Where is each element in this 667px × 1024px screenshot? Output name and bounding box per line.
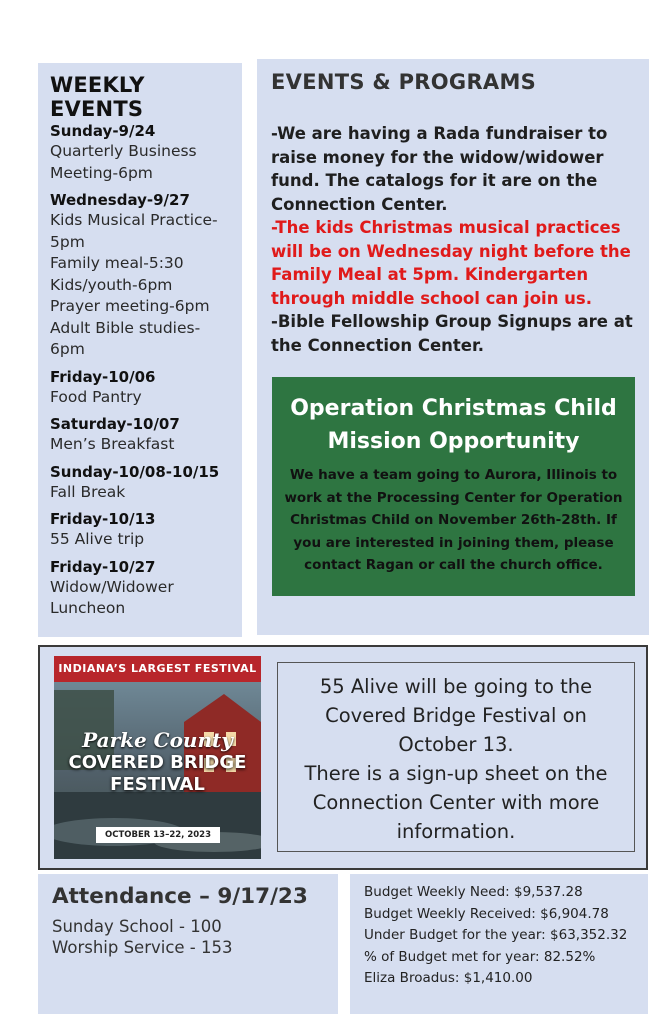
attendance-title: Attendance – 9/17/23: [52, 884, 308, 909]
event-day: Friday-10/13: [50, 510, 156, 528]
sunday-school-count: Sunday School - 100: [52, 917, 222, 936]
festival-dates: OCTOBER 13–22, 2023: [96, 827, 220, 843]
event-item: [50, 190, 242, 361]
occ-title: Operation Christmas Child Mission Opportunity: [290, 396, 617, 454]
event-item: [50, 414, 242, 456]
event-details: Quarterly Business Meeting-6pm: [50, 142, 197, 182]
event-details: Widow/Widower Luncheon: [50, 577, 174, 617]
budget-panel: [350, 874, 648, 1014]
festival-banner: INDIANA’S LARGEST FESTIVAL: [54, 656, 261, 682]
event-details: Food Pantry: [50, 387, 142, 406]
budget-weekly-need: Budget Weekly Need: $9,537.28: [364, 884, 583, 900]
weekly-events-title: WEEKLY EVENTS: [50, 73, 145, 121]
operation-christmas-child-box: [272, 377, 635, 596]
festival-note-text: 55 Alive will be going to the Covered Bridge Festival on October 13. There is a sign-up sheet on the Connection Center with more information.: [304, 675, 608, 843]
events-programs-title: EVENTS & PROGRAMS: [271, 70, 537, 94]
program-announcements: [271, 122, 643, 357]
event-day: Sunday-9/24: [50, 122, 156, 140]
event-day: Friday-10/27: [50, 557, 156, 576]
rada-fundraiser-text: -We are having a Rada fundraiser to raise money for the widow/widower fund. The catalogs for it are on the Connection Center.: [271, 124, 608, 214]
events-programs-panel: [257, 59, 649, 635]
event-item: [50, 557, 242, 620]
festival-section: [38, 645, 648, 870]
occ-body: We have a team going to Aurora, Illinois to work at the Processing Center for Operation Christmas Child on November 26th-28th. If you are interested in joining them, please contact Ragan or call the church office.: [284, 467, 623, 573]
event-item: [50, 121, 242, 184]
event-day: Saturday-10/07: [50, 415, 180, 433]
event-item: [50, 367, 242, 409]
festival-name: COVERED BRIDGE FESTIVAL: [68, 752, 247, 795]
budget-met-percent: % of Budget met for year: 82.52%: [364, 948, 596, 965]
attendance-panel: [38, 874, 338, 1014]
event-details: Fall Break: [50, 482, 126, 501]
weekly-events-list: [50, 121, 242, 626]
christmas-musical-text: -The kids Christmas musical practices will be on Wednesday night before the Family Meal at 5pm. Kindergarten through middle school can join us.: [271, 218, 631, 308]
festival-note-box: [277, 662, 635, 852]
worship-service-count: Worship Service - 153: [52, 938, 233, 957]
festival-script-title: Parke County: [82, 728, 233, 752]
event-item: [50, 462, 242, 504]
event-day: Friday-10/06: [50, 367, 156, 386]
covered-bridge-festival-image: [54, 656, 261, 859]
event-item: [50, 509, 242, 551]
event-details: Kids Musical Practice- 5pm Family meal-5:30 Kids/youth-6pm Prayer meeting-6pm Adult Bible studies- 6pm: [50, 211, 218, 358]
eliza-broadus-amount: Eliza Broadus: $1,410.00: [364, 970, 533, 986]
event-day: Wednesday-9/27: [50, 191, 190, 209]
budget-rows: [364, 882, 627, 990]
event-details: 55 Alive trip: [50, 530, 145, 548]
weekly-events-panel: [38, 63, 242, 637]
bible-fellowship-text: -Bible Fellowship Group Signups are at the Connection Center.: [271, 312, 633, 355]
event-day: Sunday-10/08-10/15: [50, 462, 220, 481]
budget-weekly-received: Budget Weekly Received: $6,904.78: [364, 905, 609, 922]
under-budget-year: Under Budget for the year: $63,352.32: [364, 927, 628, 943]
event-details: Men’s Breakfast: [50, 435, 175, 453]
